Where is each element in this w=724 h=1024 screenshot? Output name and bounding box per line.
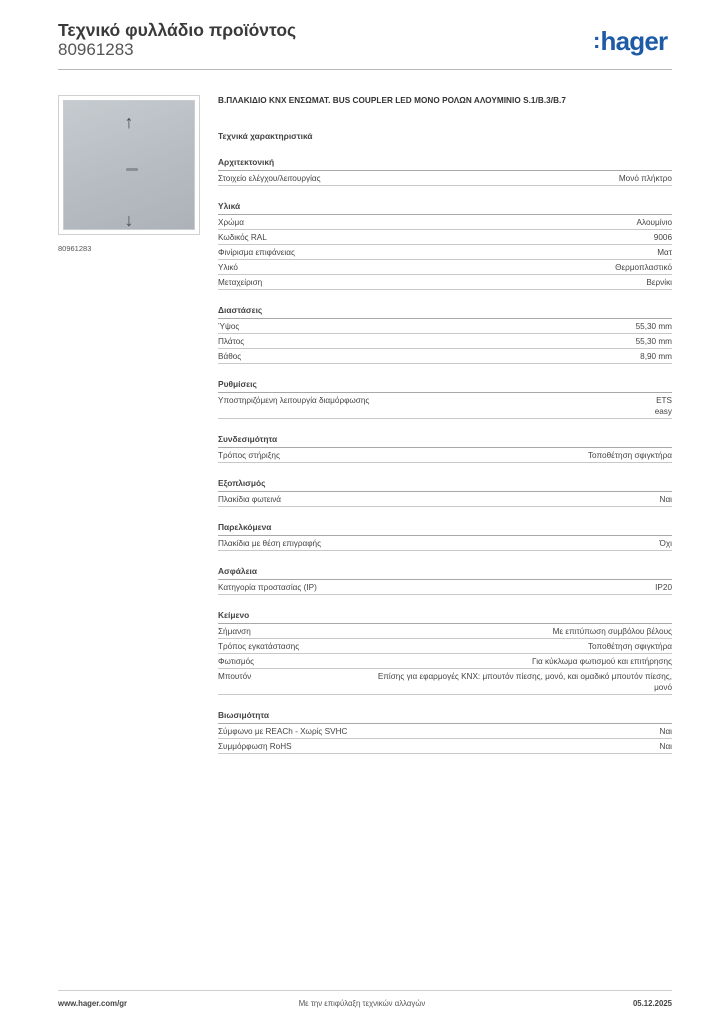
spec-value: Με επιτύπωση συμβόλου βέλους <box>552 626 672 636</box>
spec-label: Πλακίδια με θέση επιγραφής <box>218 538 322 548</box>
spec-value: ETS easy <box>654 395 672 416</box>
spec-value: Ματ <box>657 247 672 257</box>
spec-section <box>218 194 672 290</box>
footer-date: 05.12.2025 <box>632 999 672 1008</box>
spec-row <box>218 349 672 364</box>
spec-label: Κωδικός RAL <box>218 232 267 242</box>
spec-value: IP20 <box>655 582 672 592</box>
logo-mark-icon: : <box>593 28 600 53</box>
spec-value: Βερνίκι <box>646 277 672 287</box>
spec-row <box>218 215 672 230</box>
spec-section <box>218 703 672 754</box>
spec-section <box>218 603 672 695</box>
section-title: Υλικά <box>218 194 672 215</box>
spec-label: Μεταχείριση <box>218 277 263 287</box>
spec-row <box>218 724 672 739</box>
logo-text: hager <box>600 26 668 56</box>
spec-row <box>218 393 672 419</box>
spec-row <box>218 334 672 349</box>
hager-logo <box>593 26 667 56</box>
spec-row <box>218 319 672 334</box>
spec-value: Ναι <box>659 494 672 504</box>
document-title: Τεχνικό φυλλάδιο προϊόντος <box>58 20 297 40</box>
specs-table <box>218 150 672 762</box>
spec-label: Στοιχείο ελέγχου/λειτουργίας <box>218 173 321 183</box>
spec-value: 55,30 mm <box>635 336 672 346</box>
spec-row <box>218 739 672 754</box>
spec-value: Αλουμίνιο <box>636 217 672 227</box>
switch-plate <box>63 100 195 230</box>
spec-label: Χρώμα <box>218 217 244 227</box>
footer-website[interactable]: www.hager.com/gr <box>58 999 128 1008</box>
spec-label: Συμμόρφωση RoHS <box>218 741 292 751</box>
spec-value: Ναι <box>659 741 672 751</box>
spec-row <box>218 245 672 260</box>
spec-section <box>218 515 672 551</box>
section-title: Παρελκόμενα <box>218 515 672 536</box>
spec-row <box>218 171 672 186</box>
spec-section <box>218 427 672 463</box>
spec-section <box>218 471 672 507</box>
spec-value: 55,30 mm <box>635 321 672 331</box>
spec-value: Για κύκλωμα φωτισμού και επιτήρησης <box>532 656 672 666</box>
spec-label: Σύμφωνο με REACh - Χωρίς SVHC <box>218 726 348 736</box>
spec-value: 9006 <box>653 232 672 242</box>
spec-value: Τοποθέτηση σφιγκτήρα <box>587 641 672 651</box>
spec-row <box>218 230 672 245</box>
footer-note: Με την επιφύλαξη τεχνικών αλλαγών <box>298 999 426 1008</box>
spec-row <box>218 624 672 639</box>
spec-label: Βάθος <box>218 351 242 361</box>
product-image <box>58 95 200 235</box>
spec-label: Ύψος <box>218 321 240 331</box>
spec-row <box>218 260 672 275</box>
spec-value: Ναι <box>659 726 672 736</box>
document-number: 80961283 <box>58 40 134 59</box>
spec-row <box>218 448 672 463</box>
image-caption: 80961283 <box>58 244 92 253</box>
spec-label: Υποστηριζόμενη λειτουργία διαμόρφωσης <box>218 395 370 405</box>
spec-value: 8,90 mm <box>640 351 672 361</box>
spec-label: Πλακίδια φωτεινά <box>218 494 282 504</box>
section-title: Κείμενο <box>218 603 672 624</box>
spec-label: Πλάτος <box>218 336 245 346</box>
section-title: Βιωσιμότητα <box>218 703 672 724</box>
spec-value: Όχι <box>659 538 672 548</box>
spec-section <box>218 372 672 419</box>
section-title: Εξοπλισμός <box>218 471 672 492</box>
header-divider <box>58 69 672 70</box>
spec-value: Επίσης για εφαρμογές KNX: μπουτόν πίεσης, μονό, και ομαδικό μπουτόν πίεσης, μονό <box>377 671 672 692</box>
product-name: B.ΠΛΑΚΙΔΙΟ KNX ΕΝΣΩΜΑΤ. BUS COUPLER LED ΜΟΝΟ ΡΟΛΩΝ ΑΛΟΥΜΙΝΙΟ S.1/B.3/B.7 <box>218 96 566 105</box>
spec-value: Θερμοπλαστικό <box>615 262 672 272</box>
spec-label: Τρόπος εγκατάστασης <box>218 641 300 651</box>
spec-label: Υλικό <box>218 262 238 272</box>
spec-section <box>218 298 672 364</box>
spec-row <box>218 275 672 290</box>
spec-row <box>218 669 672 695</box>
arrow-up-icon: ↑ <box>124 112 134 132</box>
spec-row <box>218 639 672 654</box>
spec-row <box>218 536 672 551</box>
spec-row <box>218 492 672 507</box>
spec-label: Φινίρισμα επιφάνειας <box>218 247 295 257</box>
spec-label: Κατηγορία προστασίας (IP) <box>218 582 317 592</box>
spec-label: Φωτισμός <box>218 656 255 666</box>
section-title: Συνδεσιμότητα <box>218 427 672 448</box>
spec-value: Τοποθέτηση σφιγκτήρα <box>587 450 672 460</box>
spec-row <box>218 580 672 595</box>
section-title: Διαστάσεις <box>218 298 672 319</box>
spec-row <box>218 654 672 669</box>
spec-label: Τρόπος στήριξης <box>218 450 280 460</box>
section-title: Ρυθμίσεις <box>218 372 672 393</box>
section-title: Ασφάλεια <box>218 559 672 580</box>
specs-heading: Τεχνικά χαρακτηριστικά <box>218 131 313 141</box>
arrow-down-icon: ↓ <box>124 210 134 230</box>
led-indicator <box>126 168 138 171</box>
spec-section <box>218 150 672 186</box>
spec-label: Μπουτόν <box>218 671 252 681</box>
spec-value: Μονό πλήκτρο <box>618 173 672 183</box>
footer-divider <box>58 990 672 991</box>
section-title: Αρχιτεκτονική <box>218 150 672 171</box>
spec-label: Σήμανση <box>218 626 251 636</box>
spec-section <box>218 559 672 595</box>
